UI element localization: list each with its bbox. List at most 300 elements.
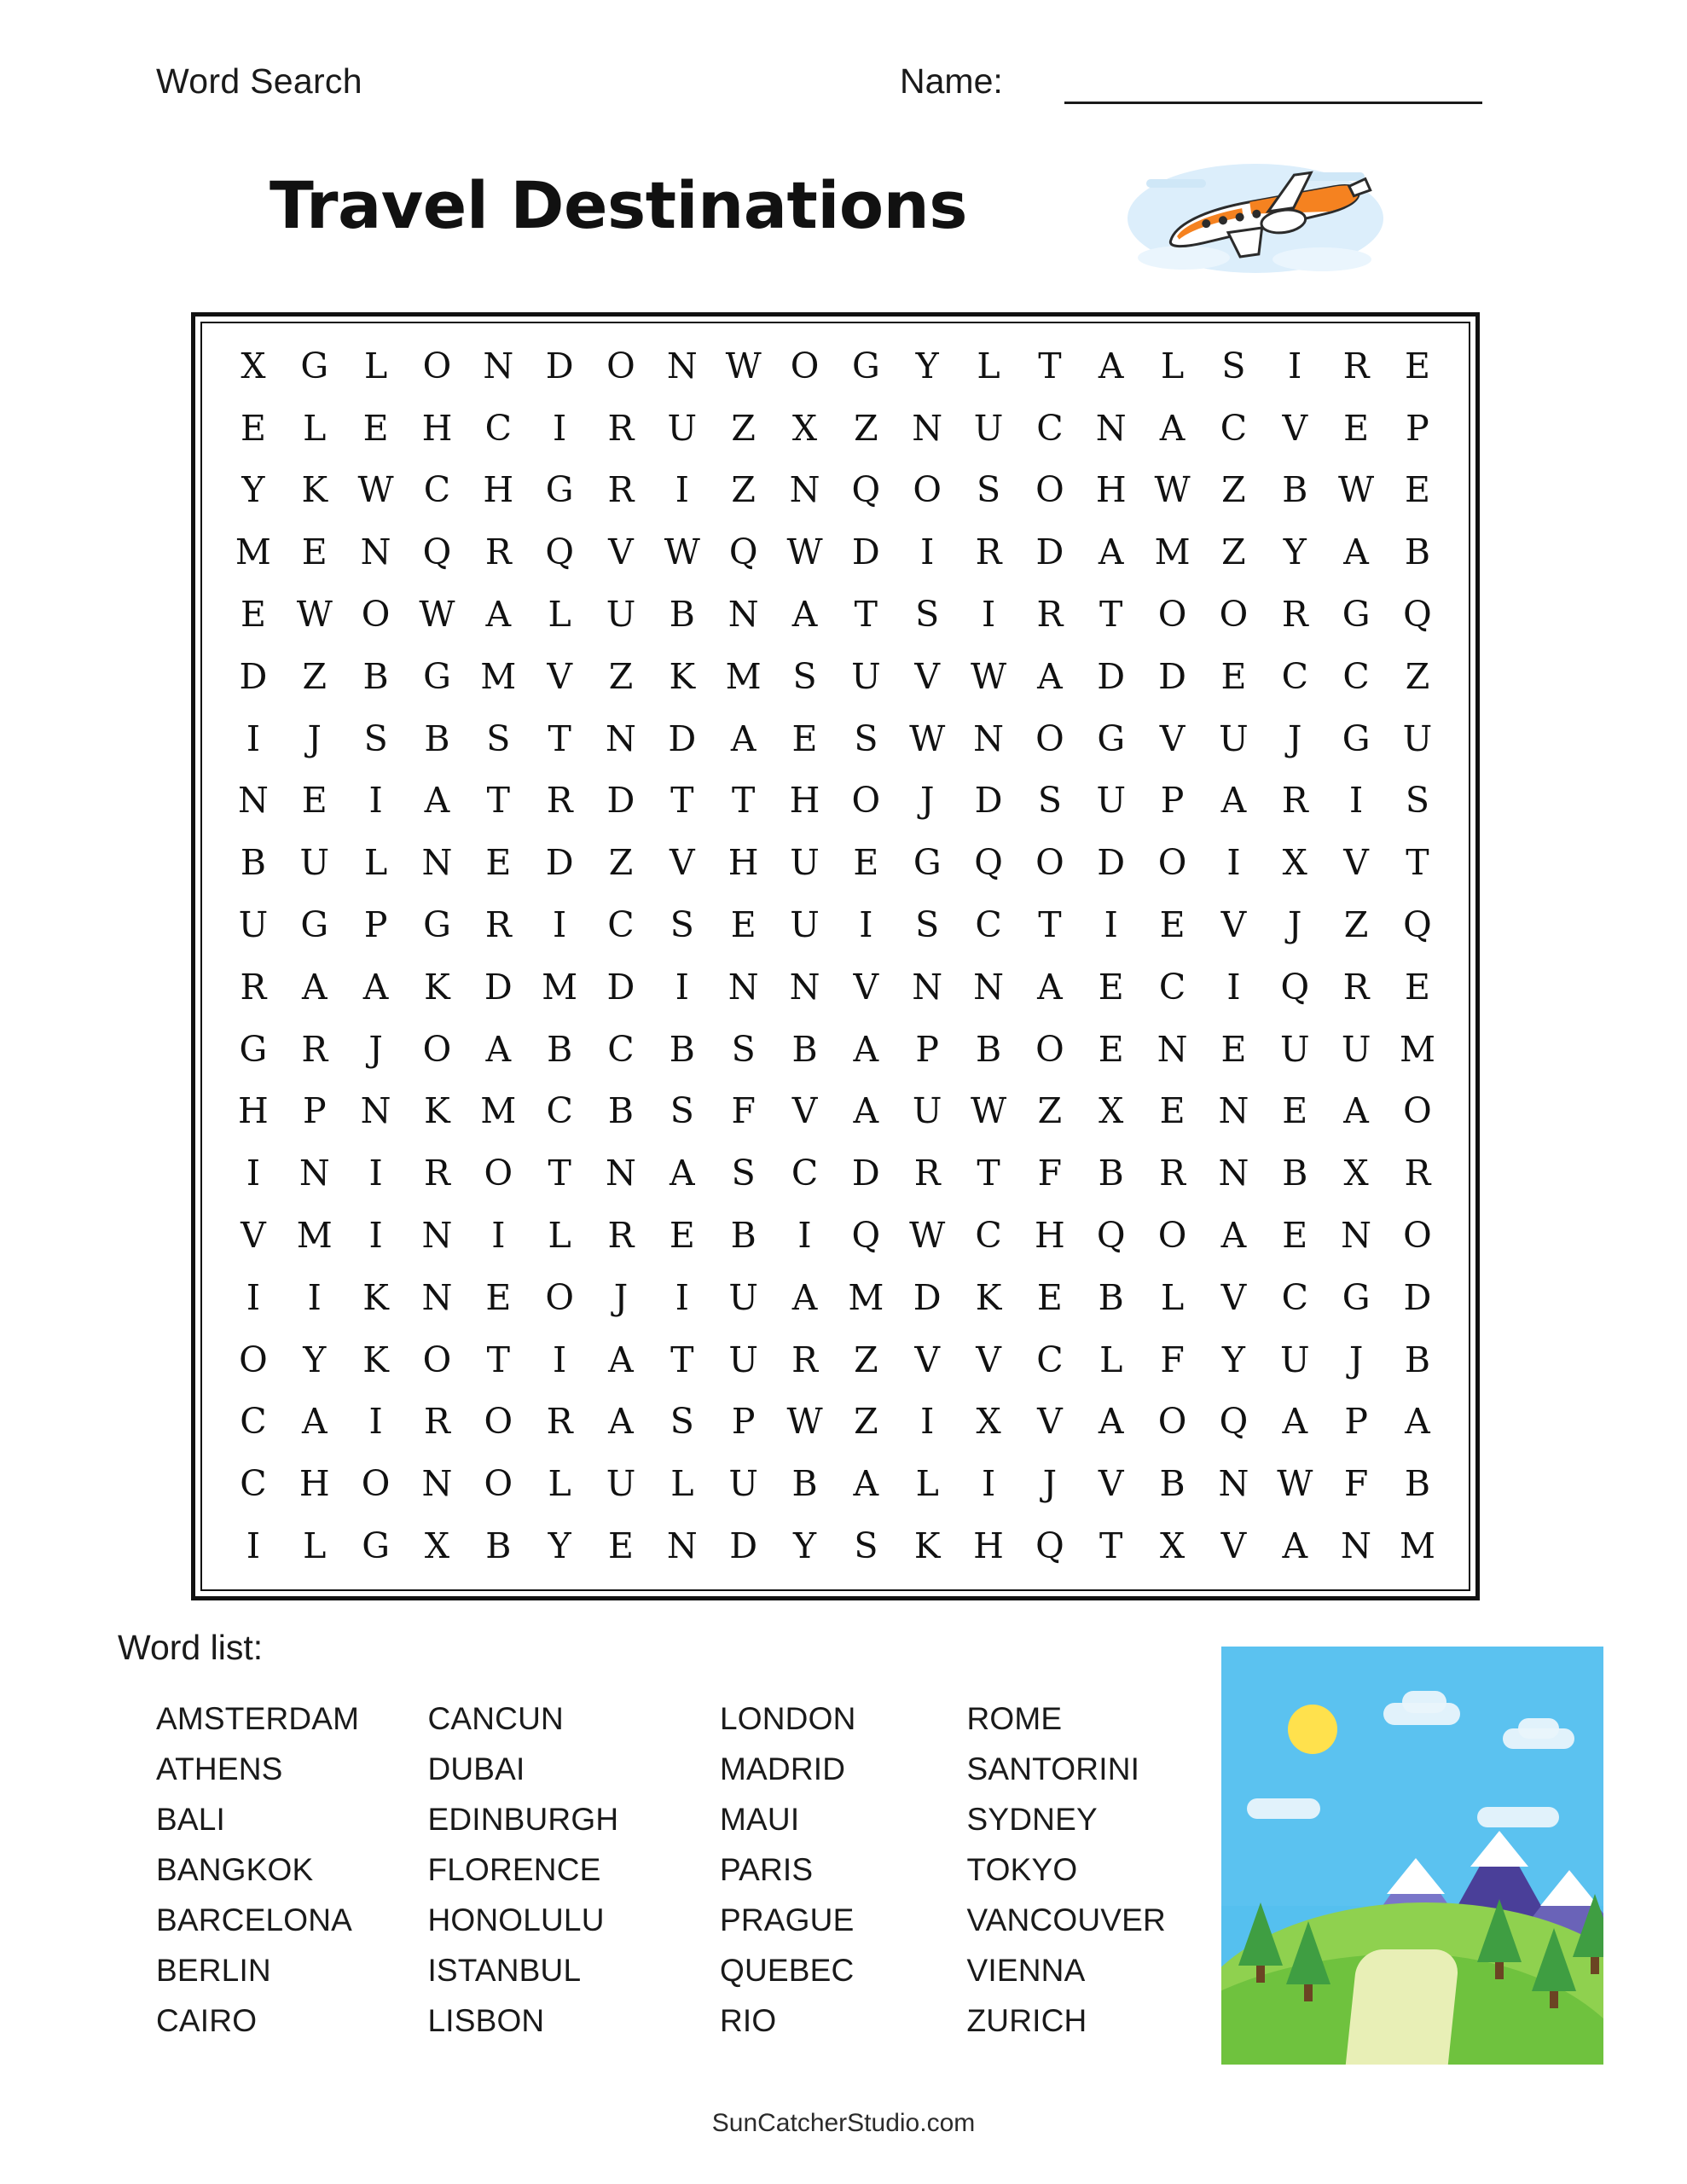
grid-cell[interactable]: T xyxy=(1406,842,1429,884)
grid-cell[interactable]: U xyxy=(1096,780,1127,822)
grid-cell[interactable]: I xyxy=(675,469,689,511)
grid-cell[interactable]: H xyxy=(483,469,514,511)
grid-cell[interactable]: X xyxy=(791,407,818,449)
grid-cell[interactable]: I xyxy=(246,1276,261,1318)
grid-cell[interactable]: E xyxy=(669,1215,695,1257)
grid-cell[interactable]: E xyxy=(1159,904,1186,946)
grid-cell[interactable]: G xyxy=(423,904,451,946)
grid-cell[interactable]: N xyxy=(606,717,636,759)
grid-cell[interactable]: O xyxy=(1157,842,1187,884)
grid-cell[interactable]: S xyxy=(670,904,694,946)
grid-cell[interactable]: A xyxy=(1098,531,1124,573)
grid-cell[interactable]: D xyxy=(668,717,697,759)
grid-cell[interactable]: I xyxy=(307,1276,322,1318)
grid-cell[interactable]: X xyxy=(241,345,266,386)
grid-cell[interactable]: N xyxy=(728,594,759,636)
grid-cell[interactable]: D xyxy=(484,966,513,1008)
grid-cell[interactable]: U xyxy=(1341,1028,1371,1070)
grid-cell[interactable]: W xyxy=(786,531,823,573)
grid-cell[interactable]: O xyxy=(1219,594,1249,636)
word-list-item[interactable]: MADRID xyxy=(720,1751,846,1786)
grid-cell[interactable]: N xyxy=(421,1215,453,1257)
grid-cell[interactable]: Q xyxy=(974,842,1003,884)
grid-cell[interactable]: V xyxy=(608,531,634,573)
grid-cell[interactable]: W xyxy=(1338,469,1375,511)
grid-cell[interactable]: N xyxy=(728,966,759,1008)
grid-cell[interactable]: B xyxy=(362,655,389,697)
grid-cell[interactable]: G xyxy=(545,469,574,511)
grid-cell[interactable]: Z xyxy=(1343,904,1369,946)
grid-cell[interactable]: T xyxy=(670,1339,694,1380)
grid-cell[interactable]: I xyxy=(1104,904,1118,946)
grid-cell[interactable]: O xyxy=(484,1153,513,1194)
word-list-item[interactable]: BALI xyxy=(156,1802,226,1837)
grid-cell[interactable]: R xyxy=(1342,345,1370,386)
grid-cell[interactable]: B xyxy=(607,1090,635,1132)
grid-cell[interactable]: E xyxy=(730,904,757,946)
grid-cell[interactable]: B xyxy=(669,1028,695,1070)
grid-cell[interactable]: N xyxy=(1218,1463,1249,1505)
grid-cell[interactable]: A xyxy=(1343,531,1369,573)
grid-cell[interactable]: D xyxy=(1158,655,1187,697)
grid-cell[interactable]: Q xyxy=(422,531,452,573)
grid-cell[interactable]: P xyxy=(363,904,388,946)
grid-cell[interactable]: B xyxy=(547,1028,573,1070)
word-list-item[interactable]: CANCUN xyxy=(427,1701,564,1736)
word-list-item[interactable]: TOKYO xyxy=(966,1852,1078,1887)
grid-cell[interactable]: G xyxy=(1342,717,1371,759)
grid-cell[interactable]: C xyxy=(607,1028,635,1070)
grid-cell[interactable]: M xyxy=(1399,1525,1435,1567)
grid-cell[interactable]: T xyxy=(1038,345,1062,386)
grid-cell[interactable]: D xyxy=(1403,1276,1432,1318)
grid-cell[interactable]: A xyxy=(301,1401,328,1443)
grid-cell[interactable]: N xyxy=(1218,1153,1249,1194)
grid-cell[interactable]: N xyxy=(360,531,391,573)
grid-cell[interactable]: E xyxy=(1159,1090,1186,1132)
grid-cell[interactable]: K xyxy=(362,1339,389,1380)
word-list-item[interactable]: EDINBURGH xyxy=(427,1802,619,1837)
grid-cell[interactable]: A xyxy=(1037,966,1063,1008)
grid-cell[interactable]: Z xyxy=(608,842,634,884)
grid-cell[interactable]: M xyxy=(1399,1028,1435,1070)
grid-cell[interactable]: N xyxy=(606,1153,636,1194)
grid-cell[interactable]: J xyxy=(368,1028,383,1070)
grid-cell[interactable]: W xyxy=(786,1401,823,1443)
grid-cell[interactable]: S xyxy=(854,717,878,759)
word-search-grid[interactable] xyxy=(191,312,1480,1600)
grid-cell[interactable]: A xyxy=(853,1028,879,1070)
grid-cell[interactable]: D xyxy=(974,780,1003,822)
grid-cell[interactable]: N xyxy=(666,345,698,386)
grid-cell[interactable]: R xyxy=(424,1153,450,1194)
word-list-item[interactable]: QUEBEC xyxy=(720,1953,855,1988)
grid-cell[interactable]: N xyxy=(1341,1525,1372,1567)
grid-cell[interactable]: C xyxy=(484,407,512,449)
grid-cell[interactable]: I xyxy=(675,1276,689,1318)
grid-cell[interactable]: A xyxy=(608,1401,634,1443)
grid-cell[interactable]: M xyxy=(235,531,271,573)
grid-cell[interactable]: N xyxy=(421,842,453,884)
grid-cell[interactable]: E xyxy=(485,842,512,884)
grid-cell[interactable]: U xyxy=(973,407,1004,449)
grid-cell[interactable]: Y xyxy=(915,345,939,386)
grid-cell[interactable]: U xyxy=(790,904,820,946)
word-list-item[interactable]: ATHENS xyxy=(156,1751,283,1786)
grid-cell[interactable]: B xyxy=(424,717,450,759)
grid-cell[interactable]: Q xyxy=(1403,904,1432,946)
grid-cell[interactable]: Z xyxy=(731,407,756,449)
grid-cell[interactable]: I xyxy=(920,1401,935,1443)
grid-cell[interactable]: U xyxy=(606,594,636,636)
grid-cell[interactable]: T xyxy=(486,780,510,822)
grid-cell[interactable]: G xyxy=(851,345,880,386)
grid-cell[interactable]: B xyxy=(1159,1463,1186,1505)
grid-cell[interactable]: E xyxy=(1220,1028,1247,1070)
grid-cell[interactable]: C xyxy=(546,1090,573,1132)
grid-cell[interactable]: X xyxy=(1099,1090,1124,1132)
grid-cell[interactable]: Y xyxy=(1221,1339,1245,1380)
grid-cell[interactable]: W xyxy=(296,594,333,636)
grid-cell[interactable]: W xyxy=(725,345,762,386)
grid-cell[interactable]: P xyxy=(302,1090,327,1132)
word-list-item[interactable]: LONDON xyxy=(720,1701,856,1736)
grid-cell[interactable]: B xyxy=(1404,531,1431,573)
grid-cell[interactable]: E xyxy=(1343,407,1370,449)
grid-cell[interactable]: A xyxy=(362,966,389,1008)
grid-cell[interactable]: R xyxy=(1281,780,1308,822)
grid-cell[interactable]: W xyxy=(909,1215,946,1257)
grid-cell[interactable]: N xyxy=(973,966,1004,1008)
grid-cell[interactable]: R xyxy=(484,531,512,573)
grid-cell[interactable]: N xyxy=(360,1090,391,1132)
grid-cell[interactable]: V xyxy=(914,1339,940,1380)
grid-cell[interactable]: S xyxy=(486,717,511,759)
grid-cell[interactable]: C xyxy=(975,904,1002,946)
grid-cell[interactable]: I xyxy=(981,594,996,636)
grid-cell[interactable]: C xyxy=(1342,655,1370,697)
grid-cell[interactable]: D xyxy=(1097,842,1126,884)
grid-cell[interactable]: E xyxy=(1098,1028,1124,1070)
grid-cell[interactable]: U xyxy=(299,842,330,884)
grid-cell[interactable]: O xyxy=(1157,594,1187,636)
grid-cell[interactable]: X xyxy=(424,1525,450,1567)
grid-cell[interactable]: N xyxy=(237,780,269,822)
grid-cell[interactable]: L xyxy=(977,345,1000,386)
grid-cell[interactable]: G xyxy=(300,904,329,946)
grid-cell[interactable]: C xyxy=(791,1153,819,1194)
grid-cell[interactable]: W xyxy=(1154,469,1191,511)
grid-cell[interactable]: S xyxy=(363,717,388,759)
word-list-item[interactable]: BARCELONA xyxy=(156,1902,353,1937)
grid-cell[interactable]: I xyxy=(797,1215,812,1257)
grid-cell[interactable]: B xyxy=(1098,1153,1124,1194)
grid-cell[interactable]: Q xyxy=(851,469,881,511)
grid-cell[interactable]: I xyxy=(368,1153,383,1194)
grid-cell[interactable]: H xyxy=(973,1525,1004,1567)
grid-cell[interactable]: A xyxy=(608,1339,634,1380)
grid-cell[interactable]: V xyxy=(1159,717,1186,759)
grid-cell[interactable]: G xyxy=(300,345,329,386)
grid-cell[interactable]: T xyxy=(548,1153,571,1194)
grid-cell[interactable]: N xyxy=(912,966,943,1008)
grid-cell[interactable]: S xyxy=(731,1153,756,1194)
grid-cell[interactable]: K xyxy=(301,469,328,511)
grid-cell[interactable]: O xyxy=(422,345,452,386)
grid-cell[interactable]: W xyxy=(664,531,700,573)
grid-cell[interactable]: K xyxy=(424,1090,450,1132)
word-list-item[interactable]: HONOLULU xyxy=(427,1902,605,1937)
word-list-item[interactable]: ZURICH xyxy=(966,2003,1087,2038)
grid-cell[interactable]: V xyxy=(547,655,572,697)
grid-cell[interactable]: B xyxy=(485,1525,512,1567)
grid-cell[interactable]: G xyxy=(423,655,451,697)
word-list-item[interactable]: SYDNEY xyxy=(966,1802,1098,1837)
grid-cell[interactable]: X xyxy=(1282,842,1307,884)
grid-cell[interactable]: H xyxy=(789,780,820,822)
grid-cell[interactable]: O xyxy=(422,1339,452,1380)
grid-cell[interactable]: C xyxy=(607,904,635,946)
grid-cell[interactable]: R xyxy=(546,780,573,822)
grid-cell[interactable]: P xyxy=(1406,407,1429,449)
grid-cell[interactable]: O xyxy=(1035,1028,1064,1070)
grid-cell[interactable]: V xyxy=(1098,1463,1124,1505)
grid-cell[interactable]: C xyxy=(1036,1339,1064,1380)
grid-cell[interactable]: Z xyxy=(1221,531,1246,573)
grid-cell[interactable]: C xyxy=(1281,655,1308,697)
grid-cell[interactable]: M xyxy=(296,1215,333,1257)
grid-cell[interactable]: L xyxy=(363,345,388,386)
grid-cell[interactable]: B xyxy=(791,1028,818,1070)
grid-cell[interactable]: D xyxy=(606,780,635,822)
grid-cell[interactable]: S xyxy=(1221,345,1246,386)
grid-cell[interactable]: D xyxy=(545,842,574,884)
grid-cell[interactable]: I xyxy=(920,531,935,573)
grid-cell[interactable]: O xyxy=(1035,469,1064,511)
grid-cell[interactable]: G xyxy=(1097,717,1126,759)
grid-cell[interactable]: B xyxy=(669,594,695,636)
grid-cell[interactable]: L xyxy=(548,1463,571,1505)
grid-cell[interactable]: I xyxy=(246,717,261,759)
grid-cell[interactable]: I xyxy=(491,1215,506,1257)
grid-cell[interactable]: T xyxy=(670,780,694,822)
grid-cell[interactable]: V xyxy=(241,1215,266,1257)
grid-cell[interactable]: A xyxy=(424,780,450,822)
grid-cell[interactable]: U xyxy=(912,1090,942,1132)
grid-cell[interactable]: M xyxy=(848,1276,884,1318)
grid-cell[interactable]: I xyxy=(368,1215,383,1257)
grid-cell[interactable]: W xyxy=(970,655,1007,697)
grid-cell[interactable]: R xyxy=(607,469,635,511)
grid-cell[interactable]: W xyxy=(419,594,455,636)
grid-cell[interactable]: S xyxy=(915,594,940,636)
grid-cell[interactable]: N xyxy=(666,1525,698,1567)
grid-cell[interactable]: O xyxy=(1403,1215,1432,1257)
grid-cell[interactable]: Z xyxy=(1221,469,1246,511)
grid-cell[interactable]: I xyxy=(1288,345,1302,386)
grid-cell[interactable]: O xyxy=(1157,1401,1187,1443)
grid-cell[interactable]: I xyxy=(1226,842,1241,884)
grid-cell[interactable]: H xyxy=(238,1090,269,1132)
grid-cell[interactable]: A xyxy=(670,1153,695,1194)
grid-cell[interactable]: E xyxy=(301,531,328,573)
grid-cell[interactable]: W xyxy=(357,469,394,511)
grid-cell[interactable]: C xyxy=(975,1215,1002,1257)
grid-cell[interactable]: R xyxy=(791,1339,818,1380)
word-list-item[interactable]: CAIRO xyxy=(156,2003,258,2038)
grid-cell[interactable]: N xyxy=(1095,407,1127,449)
grid-cell[interactable]: L xyxy=(670,1463,694,1505)
grid-cell[interactable]: B xyxy=(1282,1153,1308,1194)
grid-cell[interactable]: O xyxy=(1403,1090,1432,1132)
grid-cell[interactable]: F xyxy=(1343,1463,1369,1505)
grid-cell[interactable]: J xyxy=(919,780,935,822)
word-list-item[interactable]: PRAGUE xyxy=(720,1902,855,1937)
grid-cell[interactable]: Z xyxy=(854,1339,878,1380)
grid-cell[interactable]: K xyxy=(669,655,696,697)
grid-cell[interactable]: I xyxy=(1226,966,1241,1008)
grid-cell[interactable]: C xyxy=(240,1401,267,1443)
grid-cell[interactable]: Z xyxy=(302,655,328,697)
grid-cell[interactable]: T xyxy=(1099,594,1123,636)
grid-cell[interactable]: E xyxy=(362,407,389,449)
grid-cell[interactable]: I xyxy=(368,1401,383,1443)
grid-cell[interactable]: E xyxy=(1404,966,1430,1008)
grid-cell[interactable]: U xyxy=(1219,717,1249,759)
grid-cell[interactable]: N xyxy=(1218,1090,1249,1132)
grid-cell[interactable]: O xyxy=(1035,717,1064,759)
grid-cell[interactable]: Y xyxy=(792,1525,817,1567)
grid-cell[interactable]: M xyxy=(1154,531,1191,573)
grid-cell[interactable]: B xyxy=(791,1463,818,1505)
grid-cell[interactable]: A xyxy=(485,594,512,636)
grid-cell[interactable]: P xyxy=(731,1401,756,1443)
grid-cell[interactable]: U xyxy=(728,1463,758,1505)
grid-cell[interactable]: D xyxy=(1097,655,1126,697)
grid-cell[interactable]: L xyxy=(548,1215,571,1257)
grid-cell[interactable]: L xyxy=(363,842,388,884)
grid-cell[interactable]: O xyxy=(1157,1215,1187,1257)
grid-cell[interactable]: I xyxy=(368,780,383,822)
grid-cell[interactable]: A xyxy=(485,1028,512,1070)
grid-cell[interactable]: D xyxy=(545,345,574,386)
grid-cell[interactable]: C xyxy=(1036,407,1064,449)
grid-cell[interactable]: E xyxy=(853,842,879,884)
grid-cell[interactable]: S xyxy=(670,1401,694,1443)
grid-cell[interactable]: Y xyxy=(241,469,265,511)
grid-cell[interactable]: F xyxy=(731,1090,756,1132)
grid-cell[interactable]: R xyxy=(913,1153,941,1194)
grid-cell[interactable]: S xyxy=(1405,780,1429,822)
grid-cell[interactable]: E xyxy=(240,407,266,449)
grid-cell[interactable]: G xyxy=(362,1525,390,1567)
grid-cell[interactable]: K xyxy=(362,1276,389,1318)
word-list-item[interactable]: LISBON xyxy=(427,2003,545,2038)
grid-cell[interactable]: U xyxy=(1279,1339,1310,1380)
grid-cell[interactable]: I xyxy=(675,966,689,1008)
grid-cell[interactable]: A xyxy=(1282,1525,1308,1567)
grid-cell[interactable]: V xyxy=(1220,904,1247,946)
grid-cell[interactable]: O xyxy=(484,1401,513,1443)
word-list-item[interactable]: BERLIN xyxy=(156,1953,271,1988)
grid-cell[interactable]: C xyxy=(423,469,451,511)
grid-cell[interactable]: C xyxy=(1158,966,1186,1008)
grid-cell[interactable]: U xyxy=(667,407,698,449)
grid-cell[interactable]: L xyxy=(915,1463,939,1505)
grid-cell[interactable]: C xyxy=(1220,407,1248,449)
grid-cell[interactable]: A xyxy=(1405,1401,1430,1443)
grid-cell[interactable]: M xyxy=(542,966,578,1008)
grid-cell[interactable]: S xyxy=(731,1028,756,1070)
grid-cell[interactable]: V xyxy=(1220,1276,1247,1318)
grid-cell[interactable]: E xyxy=(301,780,328,822)
grid-cell[interactable]: D xyxy=(1035,531,1064,573)
grid-cell[interactable]: G xyxy=(913,842,942,884)
grid-cell[interactable]: E xyxy=(791,717,818,759)
grid-cell[interactable]: T xyxy=(548,717,571,759)
word-list-item[interactable]: ROME xyxy=(966,1701,1063,1736)
grid-cell[interactable]: I xyxy=(981,1463,996,1505)
grid-cell[interactable]: V xyxy=(670,842,695,884)
grid-cell[interactable]: S xyxy=(854,1525,878,1567)
grid-cell[interactable]: R xyxy=(975,531,1002,573)
grid-cell[interactable]: I xyxy=(246,1525,261,1567)
grid-cell[interactable]: M xyxy=(725,655,762,697)
grid-cell[interactable]: A xyxy=(301,966,328,1008)
grid-cell[interactable]: O xyxy=(484,1463,513,1505)
grid-cell[interactable]: O xyxy=(913,469,942,511)
grid-cell[interactable]: Y xyxy=(1283,531,1307,573)
grid-cell[interactable]: N xyxy=(421,1463,453,1505)
grid-cell[interactable]: A xyxy=(1159,407,1186,449)
grid-cell[interactable]: J xyxy=(1042,1463,1058,1505)
grid-cell[interactable]: E xyxy=(608,1525,634,1567)
grid-cell[interactable]: S xyxy=(670,1090,694,1132)
grid-cell[interactable]: X xyxy=(976,1401,1001,1443)
grid-cell[interactable]: L xyxy=(1099,1339,1123,1380)
grid-cell[interactable]: R xyxy=(607,1215,635,1257)
grid-cell[interactable]: A xyxy=(791,1276,818,1318)
grid-cell[interactable]: M xyxy=(480,1090,517,1132)
grid-cell[interactable]: K xyxy=(913,1525,941,1567)
grid-cell[interactable]: E xyxy=(1098,966,1124,1008)
grid-cell[interactable]: X xyxy=(1159,1525,1186,1567)
grid-cell[interactable]: H xyxy=(1095,469,1127,511)
grid-cell[interactable]: P xyxy=(1344,1401,1368,1443)
grid-cell[interactable]: G xyxy=(1342,1276,1371,1318)
word-list-item[interactable]: BANGKOK xyxy=(156,1852,314,1887)
grid-cell[interactable]: E xyxy=(1220,655,1247,697)
grid-cell[interactable]: E xyxy=(1282,1215,1308,1257)
grid-cell[interactable]: I xyxy=(553,904,567,946)
grid-cell[interactable]: Q xyxy=(545,531,574,573)
grid-cell[interactable]: L xyxy=(303,1525,327,1567)
grid-cell[interactable]: N xyxy=(789,966,820,1008)
grid-cell[interactable]: B xyxy=(1404,1463,1431,1505)
grid-cell[interactable]: R xyxy=(546,1401,573,1443)
grid-cell[interactable]: H xyxy=(299,1463,330,1505)
grid-cell[interactable]: O xyxy=(1035,842,1064,884)
grid-cell[interactable]: V xyxy=(1282,407,1308,449)
grid-cell[interactable]: N xyxy=(1157,1028,1188,1070)
word-list-item[interactable]: ISTANBUL xyxy=(427,1953,582,1988)
grid-cell[interactable]: N xyxy=(1341,1215,1372,1257)
grid-cell[interactable]: I xyxy=(246,1153,261,1194)
grid-cell[interactable]: J xyxy=(307,717,322,759)
grid-cell[interactable]: I xyxy=(553,407,567,449)
grid-cell[interactable]: P xyxy=(1160,780,1185,822)
grid-cell[interactable]: Q xyxy=(851,1215,881,1257)
